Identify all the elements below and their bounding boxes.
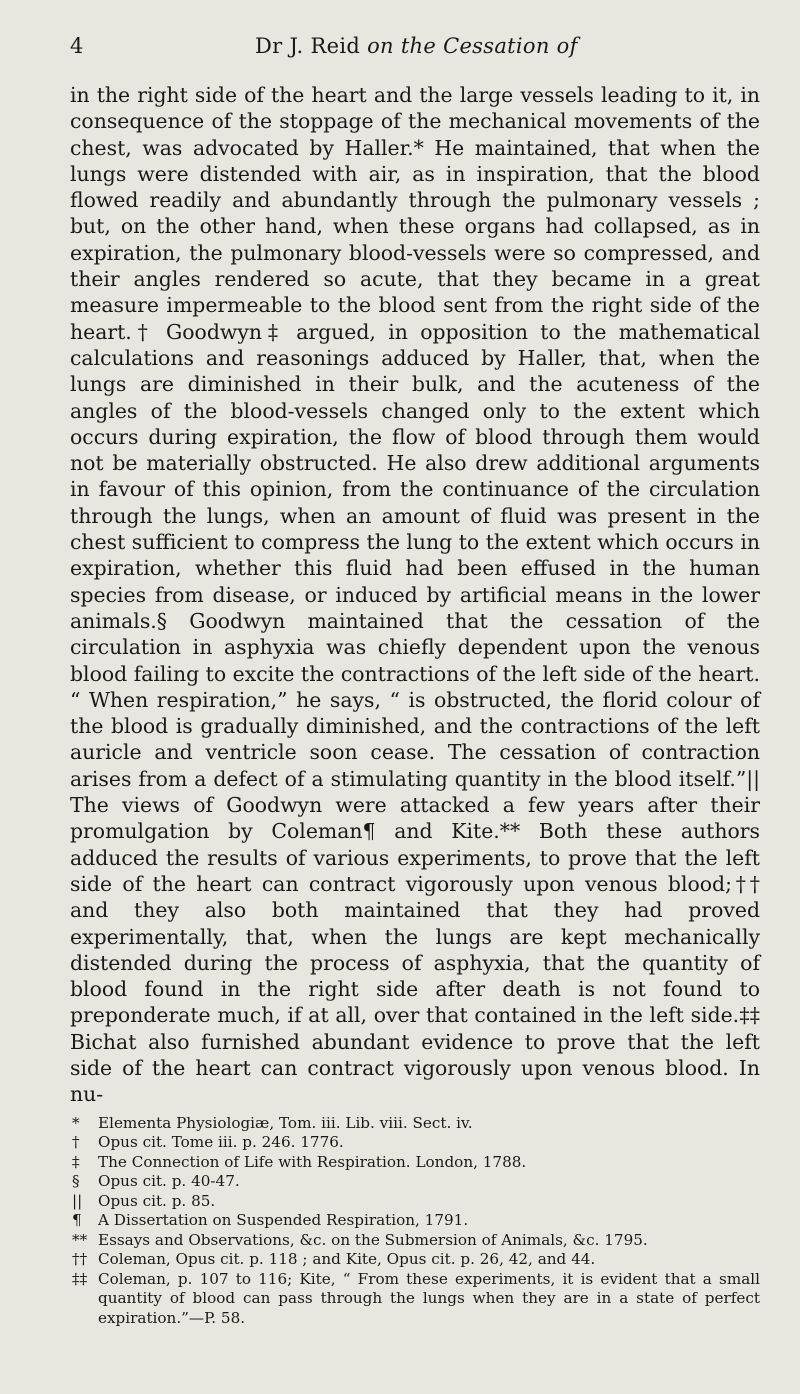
footnotes bbox=[70, 1114, 760, 1329]
footnote bbox=[70, 1211, 760, 1231]
footnote bbox=[70, 1172, 760, 1192]
footnote-mark: || bbox=[72, 1191, 83, 1210]
footnote-text: Coleman, Opus cit. p. 118 ; and Kite, Opus cit. p. 26, 42, and 44. bbox=[98, 1250, 596, 1269]
running-head bbox=[70, 34, 760, 68]
footnote bbox=[70, 1231, 760, 1251]
footnote-text: A Dissertation on Suspended Respiration, 1791. bbox=[98, 1211, 469, 1230]
footnote bbox=[70, 1192, 760, 1212]
footnote-mark: ‡‡ bbox=[72, 1269, 88, 1288]
footnote-text: Essays and Observations, &c. on the Submersion of Animals, &c. 1795. bbox=[98, 1230, 648, 1249]
footnote bbox=[70, 1250, 760, 1270]
footnote bbox=[70, 1114, 760, 1134]
footnote-mark: § bbox=[72, 1172, 80, 1191]
footnote-mark: * bbox=[72, 1113, 80, 1132]
running-title-author: Dr J. Reid bbox=[255, 34, 368, 58]
footnote bbox=[70, 1270, 760, 1329]
footnote-text: Opus cit. p. 40-47. bbox=[98, 1172, 240, 1191]
footnote-text: Coleman, p. 107 to 116; Kite, “ From these experiments, it is evident that a small quantity of blood can pass through the lungs when they are in a state of perfect expiration.”—P. 58. bbox=[98, 1269, 760, 1327]
footnote bbox=[70, 1133, 760, 1153]
running-title bbox=[255, 34, 578, 58]
footnote-mark: ‡ bbox=[72, 1152, 80, 1171]
footnote-text: Opus cit. p. 85. bbox=[98, 1191, 216, 1210]
footnote-mark: † bbox=[72, 1133, 80, 1152]
footnote-mark: ¶ bbox=[72, 1211, 82, 1230]
footnote-mark: †† bbox=[72, 1250, 88, 1269]
footnote-text: Opus cit. Tome iii. p. 246. 1776. bbox=[98, 1133, 344, 1152]
footnote-mark: ** bbox=[72, 1230, 88, 1249]
footnote bbox=[70, 1153, 760, 1173]
running-title-subject: on the Cessation of bbox=[367, 34, 578, 58]
footnote-text: Elementa Physiologiæ, Tom. iii. Lib. viii. Sect. iv. bbox=[98, 1113, 473, 1132]
page-number: 4 bbox=[70, 34, 84, 58]
body-paragraph: in the right side of the heart and the large vessels leading to it, in consequence of the stoppage of the mechanical movements of the chest, was advocated by Haller.* He maintained, that when the lungs were distended with air, as in inspiration, that the blood flowed readily and abundantly through the pulmonary vessels ; but, on the other hand, when these organs had collapsed, as in expiration, the pulmonary blood-vessels were so compressed, and their angles rendered so acute, that they became in a great measure impermeable to the blood sent from the right side of the heart.† Goodwyn‡ argued, in opposition to the mathematical calculations and reasonings adduced by Haller, that, when the lungs are diminished in their bulk, and the acuteness of the angles of the blood-vessels changed only to the extent which occurs during expiration, the flow of blood through them would not be materially obstructed. He also drew additional arguments in favour of this opinion, from the continuance of the circulation through the lungs, when an amount of fluid was present in the chest sufficient to compress the lung to the extent which occurs in expiration, whether this fluid had been effused in the human species from disease, or induced by artificial means in the lower animals.§ Goodwyn maintained that the cessation of the circulation in asphyxia was chiefly dependent upon the venous blood failing to excite the contractions of the left side of the heart. “ When respiration,” he says, “ is obstructed, the florid colour of the blood is gradually diminished, and the contractions of the left auricle and ventricle soon cease. The cessation of contraction arises from a defect of a stimulating quantity in the blood itself.”|| The views of Goodwyn were attacked a few years after their promulgation by Coleman¶ and Kite.** Both these authors adduced the results of various experiments, to prove that the left side of the heart can contract vigorously upon venous blood;†† and they also both maintained that they had proved experimentally, that, when the lungs are kept mechanically distended during the process of asphyxia, that the quantity of blood found in the right side after death is not found to preponderate much, if at all, over that contained in the left side.‡‡ Bichat also furnished abundant evidence to prove that the left side of the heart can contract vigorously upon venous blood. In nu- bbox=[70, 83, 760, 1107]
footnote-text: The Connection of Life with Respiration. London, 1788. bbox=[98, 1152, 527, 1171]
